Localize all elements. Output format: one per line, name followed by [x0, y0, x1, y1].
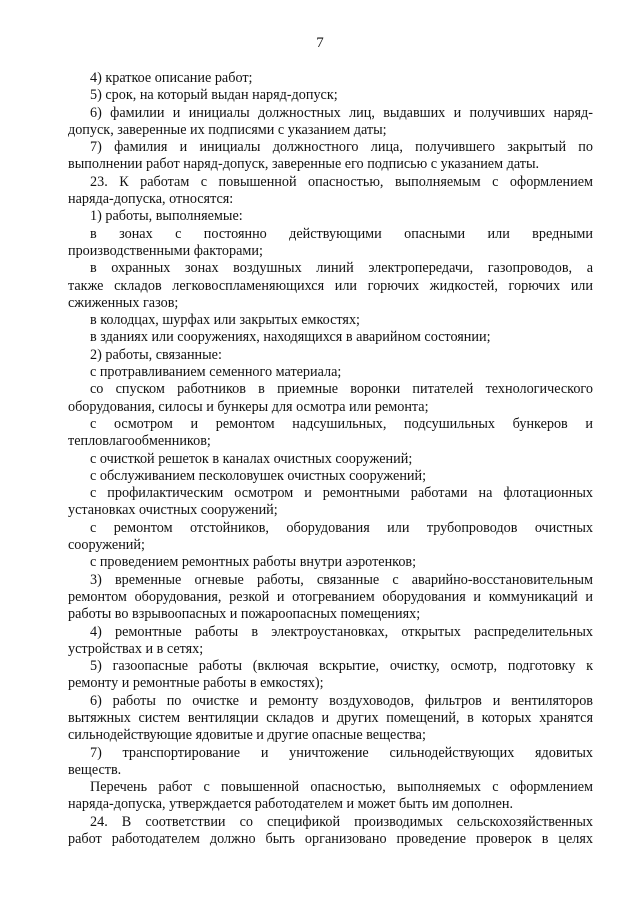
text-line: в зонах с постоянно действующими опасными или вредными	[90, 225, 593, 242]
text-line: веществ.	[68, 761, 122, 778]
text-line: в зданиях или сооружениях, находящихся в аварийном состоянии;	[90, 329, 491, 346]
text-line: сооружений;	[68, 537, 145, 554]
text-line: 3) временные огневые работы, связанные с аварийно-восстановительным	[90, 571, 593, 588]
text-line: установках очистных сооружений;	[68, 502, 278, 519]
text-line: с очисткой решеток в каналах очистных сооружений;	[90, 450, 413, 467]
text-line: 7) транспортирование и уничтожение сильнодействующих ядовитых	[90, 744, 593, 761]
text-line: в охранных зонах воздушных линий электропередачи, газопроводов, а	[90, 260, 593, 277]
text-line: оборудования, силосы и бункеры для осмотра или ремонта;	[68, 398, 429, 415]
text-line: устройствах и в сетях;	[68, 640, 204, 657]
text-line: 5) срок, на который выдан наряд-допуск;	[90, 87, 338, 104]
text-line: 7) фамилия и инициалы должностного лица, получившего закрытый по	[90, 139, 593, 156]
text-line: 4) ремонтные работы в электроустановках, открытых распределительных	[90, 623, 593, 640]
text-line: со спуском работников в приемные воронки питателей технологического	[90, 381, 593, 398]
text-line: ремонтом оборудования, резкой и отогреванием оборудования и коммуникаций и	[68, 588, 593, 605]
text-line: с обслуживанием песколовушек очистных сооружений;	[90, 467, 427, 484]
text-line: также складов легковоспламеняющихся или горючих жидкостей, горючих или	[68, 277, 593, 294]
text-line: тепловлагообменников;	[68, 433, 211, 450]
text-line: вытяжных систем вентиляции складов и других помещений, в которых хранятся	[68, 709, 593, 726]
text-line: с ремонтом отстойников, оборудования или трубопроводов очистных	[90, 519, 593, 536]
text-line: сильнодействующие ядовитые и другие опасные вещества;	[68, 727, 426, 744]
text-line: наряда-допуска, утверждается работодателем и может быть им дополнен.	[68, 796, 514, 813]
text-line: 6) работы по очистке и ремонту воздуховодов, фильтров и вентиляторов	[90, 692, 593, 709]
text-line: с проведением ремонтных работы внутри аэротенков;	[90, 554, 417, 571]
text-line: Перечень работ с повышенной опасностью, выполняемых с оформлением	[90, 779, 593, 796]
text-line: сжиженных газов;	[68, 294, 179, 311]
text-line: ремонту и ремонтные работы в емкостях);	[68, 675, 324, 692]
text-line: 2) работы, связанные:	[90, 346, 222, 363]
text-line: выполнении работ наряд-допуск, заверенные его подписью с указанием даты.	[68, 156, 540, 173]
text-line: 1) работы, выполняемые:	[90, 208, 243, 225]
text-line: с профилактическим осмотром и ремонтными работами на флотационных	[90, 485, 593, 502]
text-line: производственными факторами;	[68, 242, 263, 259]
text-line: 23. К работам с повышенной опасностью, выполняемым с оформлением	[90, 173, 593, 190]
text-line: работ работодателем должно быть организовано проведение проверок в целях	[68, 831, 593, 848]
text-line: работы во взрывоопасных и пожароопасных помещениях;	[68, 606, 421, 623]
text-line: 4) краткое описание работ;	[90, 70, 253, 86]
text-line: допуск, заверенные их подписями с указанием даты;	[68, 121, 387, 138]
page-number: 7	[316, 35, 324, 51]
text-line: 6) фамилии и инициалы должностных лиц, выдавших и получивших наряд-	[90, 104, 593, 121]
text-line: с осмотром и ремонтом надсушильных, подсушильных бункеров и	[90, 415, 593, 432]
text-line: 5) газоопасные работы (включая вскрытие, очистку, осмотр, подготовку к	[90, 658, 593, 675]
text-line: наряда-допуска, относятся:	[68, 191, 234, 208]
text-line: с протравливанием семенного материала;	[90, 364, 342, 381]
text-line: 24. В соответствии со спецификой производимых сельскохозяйственных	[90, 813, 593, 830]
text-line: в колодцах, шурфах или закрытых емкостях;	[90, 312, 360, 329]
document-body	[68, 70, 593, 848]
